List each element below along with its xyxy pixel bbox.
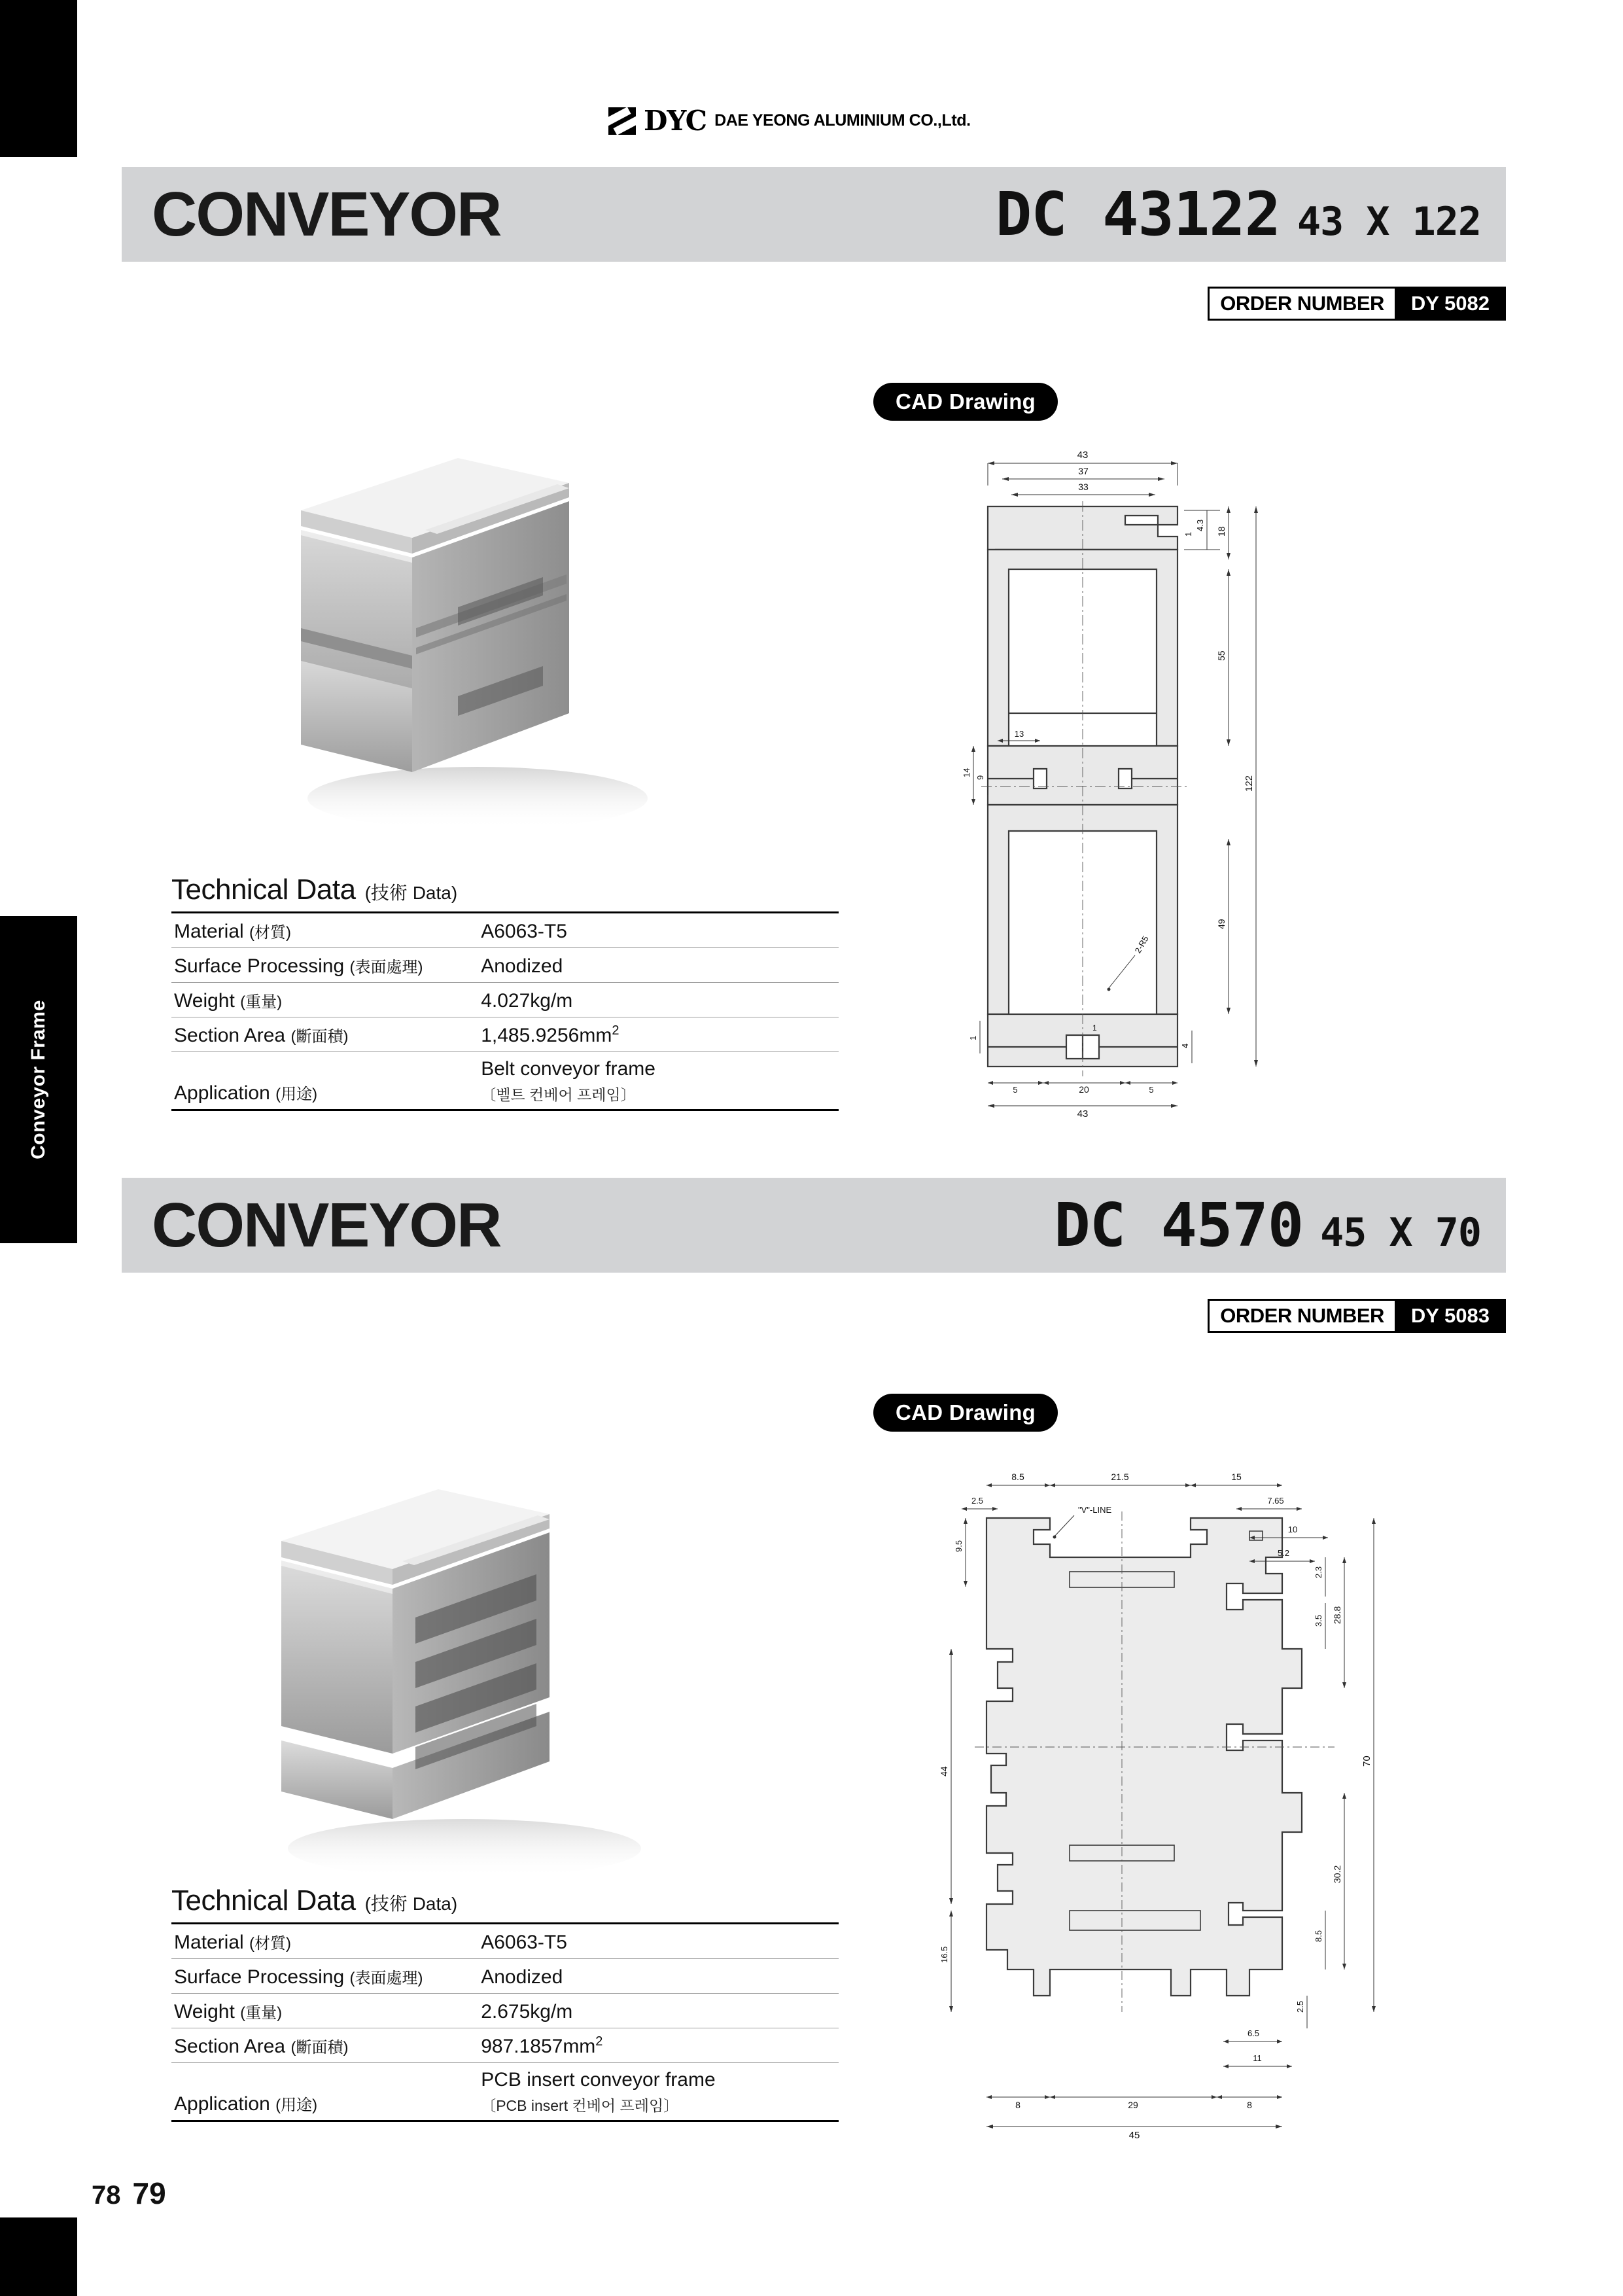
svg-text:5: 5: [1149, 1085, 1154, 1095]
section-2-technical-data: [171, 1884, 839, 2122]
table-row: [171, 1924, 839, 1959]
row-key-kr: (材質): [249, 1935, 292, 1952]
section-2-title-band: [122, 1178, 1506, 1273]
svg-text:1: 1: [1092, 1023, 1097, 1033]
table-row: [171, 1017, 839, 1052]
svg-text:30.2: 30.2: [1332, 1865, 1342, 1883]
section-1-technical-data: [171, 874, 839, 1111]
section-1-title-band: [122, 167, 1506, 262]
section-2-code: DC 4570: [1054, 1190, 1304, 1260]
side-tab-conveyor-frame: [0, 916, 77, 1243]
svg-text:10: 10: [1287, 1525, 1298, 1534]
svg-text:8.5: 8.5: [1011, 1472, 1024, 1482]
row-value: 4.027kg/m: [481, 990, 573, 1012]
row-value: 987.1857mm: [481, 2036, 596, 2057]
svg-text:1: 1: [968, 1035, 978, 1040]
dyc-logo-icon: [608, 107, 636, 135]
row-value-sub: 〔벨트 컨베어 프레임〕: [481, 1086, 636, 1103]
svg-text:8: 8: [1247, 2100, 1252, 2110]
svg-text:29: 29: [1128, 2100, 1138, 2110]
svg-text:9: 9: [975, 775, 985, 780]
section-2-product-photo: [242, 1466, 759, 1911]
row-key: Weight: [174, 2001, 235, 2022]
section-1-order-value: DY 5082: [1397, 287, 1506, 321]
row-value: A6063-T5: [481, 1932, 567, 1953]
brand-header: [608, 105, 971, 137]
section-1-code-wrap: [996, 179, 1481, 249]
svg-text:2.3: 2.3: [1314, 1566, 1323, 1578]
svg-text:2-R5: 2-R5: [1132, 934, 1151, 955]
table-row: [171, 2063, 839, 2121]
svg-text:33: 33: [1078, 482, 1089, 492]
section-1-cad-badge: CAD Drawing: [873, 383, 1058, 421]
section-1-code: DC 43122: [995, 179, 1281, 249]
row-key: Application: [174, 2093, 270, 2115]
svg-text:20: 20: [1079, 1084, 1089, 1095]
row-key: Material: [174, 921, 244, 942]
brand-company-name: DAE YEONG ALUMINIUM CO.,Ltd.: [714, 111, 971, 130]
row-value-sub: 〔PCB insert 컨베어 프레임〕: [481, 2097, 679, 2114]
section-2-order-value: DY 5083: [1397, 1299, 1506, 1333]
section-2-dims: 45 X 70: [1320, 1210, 1481, 1256]
row-value: 1,485.9256mm: [481, 1025, 612, 1046]
row-key: Section Area: [174, 2036, 286, 2057]
svg-text:2.5: 2.5: [1295, 2000, 1305, 2013]
section-1-dims: 43 X 122: [1297, 199, 1481, 245]
svg-text:14: 14: [962, 768, 971, 777]
svg-text:8.5: 8.5: [1314, 1930, 1323, 1942]
section-2-order-label: ORDER NUMBER: [1208, 1299, 1397, 1333]
svg-text:11: 11: [1253, 2053, 1262, 2063]
page-number-left: 78: [92, 2181, 121, 2210]
svg-text:4.3: 4.3: [1195, 519, 1205, 531]
section-1-tech-heading-en: Technical Data: [171, 874, 356, 906]
row-key-kr: (表面處理): [349, 959, 423, 976]
row-key: Application: [174, 1082, 270, 1104]
row-value: PCB insert conveyor frame: [481, 2069, 716, 2091]
page-numbers: [92, 2176, 166, 2211]
brand-logo-text: DYC: [644, 105, 707, 137]
side-tab-label: Conveyor Frame: [27, 1000, 49, 1159]
svg-text:43: 43: [1077, 450, 1089, 461]
svg-text:4: 4: [1180, 1043, 1190, 1048]
svg-text:3.5: 3.5: [1314, 1614, 1323, 1627]
section-1-title: CONVEYOR: [152, 179, 501, 249]
table-row: [171, 948, 839, 983]
table-row: [171, 1994, 839, 2028]
svg-text:13: 13: [1014, 729, 1024, 739]
svg-text:9.5: 9.5: [954, 1540, 964, 1552]
table-row: [171, 913, 839, 948]
svg-text:37: 37: [1078, 466, 1089, 476]
row-key-kr: (材質): [249, 924, 292, 942]
svg-text:122: 122: [1244, 775, 1255, 792]
svg-text:28.8: 28.8: [1332, 1606, 1342, 1624]
row-key: Material: [174, 1932, 244, 1953]
svg-text:5.2: 5.2: [1277, 1548, 1290, 1558]
row-value: Anodized: [481, 955, 563, 977]
svg-text:2.5: 2.5: [971, 1496, 984, 1506]
row-key: Section Area: [174, 1025, 286, 1046]
section-2-tech-heading: [171, 1884, 839, 1924]
section-1-order-number: [1208, 287, 1506, 321]
svg-text:6.5: 6.5: [1247, 2028, 1260, 2038]
row-key-kr: (斷面積): [290, 1028, 349, 1046]
svg-text:5: 5: [1013, 1085, 1018, 1095]
svg-text:55: 55: [1216, 650, 1227, 661]
section-2-cad-badge: CAD Drawing: [873, 1394, 1058, 1432]
section-1-product-photo: [262, 432, 759, 864]
section-2-tech-heading-kr: (技術 Data): [364, 1894, 458, 1914]
row-key-kr: (重量): [240, 993, 283, 1011]
row-key-kr: (表面處理): [349, 1969, 423, 1987]
page-number-right: 79: [132, 2176, 166, 2210]
row-value: Belt conveyor frame: [481, 1058, 655, 1080]
row-value: A6063-T5: [481, 921, 567, 942]
svg-text:21.5: 21.5: [1111, 1472, 1129, 1482]
page-edge-top: [0, 0, 77, 157]
row-key-kr: (用途): [275, 2096, 318, 2114]
svg-text:18: 18: [1216, 526, 1227, 537]
section-1-tech-table: [171, 913, 839, 1111]
row-key-kr: (重量): [240, 2004, 283, 2022]
svg-text:7.65: 7.65: [1267, 1496, 1284, 1506]
row-key: Surface Processing: [174, 1966, 345, 1988]
svg-text:49: 49: [1216, 919, 1227, 929]
table-row: [171, 1052, 839, 1110]
row-key: Weight: [174, 990, 235, 1012]
row-value-superscript: 2: [595, 2034, 603, 2049]
row-value: Anodized: [481, 1966, 563, 1988]
section-1-tech-heading-kr: (技術 Data): [364, 883, 458, 903]
svg-text:45: 45: [1128, 2130, 1140, 2141]
row-value: 2.675kg/m: [481, 2001, 573, 2022]
row-key: Surface Processing: [174, 955, 345, 977]
section-2-tech-table: [171, 1924, 839, 2122]
row-key-kr: (斷面積): [290, 2039, 349, 2057]
section-2-cad-drawing: [935, 1453, 1420, 2159]
svg-text:"V"-LINE: "V"-LINE: [1078, 1505, 1112, 1515]
svg-text:15: 15: [1231, 1472, 1242, 1482]
section-1-tech-heading: [171, 874, 839, 913]
svg-text:43: 43: [1077, 1108, 1089, 1120]
section-1-cad-drawing: [962, 438, 1387, 1125]
table-row: [171, 1959, 839, 1994]
table-row: [171, 983, 839, 1017]
svg-text:1: 1: [1183, 531, 1193, 537]
svg-text:70: 70: [1361, 1756, 1372, 1767]
section-2-code-wrap: [1054, 1190, 1481, 1260]
svg-text:16.5: 16.5: [939, 1946, 949, 1963]
section-2-order-number: [1208, 1299, 1506, 1333]
svg-text:8: 8: [1015, 2100, 1021, 2110]
section-2-title: CONVEYOR: [152, 1190, 501, 1260]
svg-text:44: 44: [939, 1766, 949, 1776]
table-row: [171, 2028, 839, 2063]
row-key-kr: (用途): [275, 1086, 318, 1103]
page-edge-bottom: [0, 2217, 77, 2296]
section-2-tech-heading-en: Technical Data: [171, 1884, 356, 1916]
row-value-superscript: 2: [612, 1023, 620, 1038]
section-1-order-label: ORDER NUMBER: [1208, 287, 1397, 321]
